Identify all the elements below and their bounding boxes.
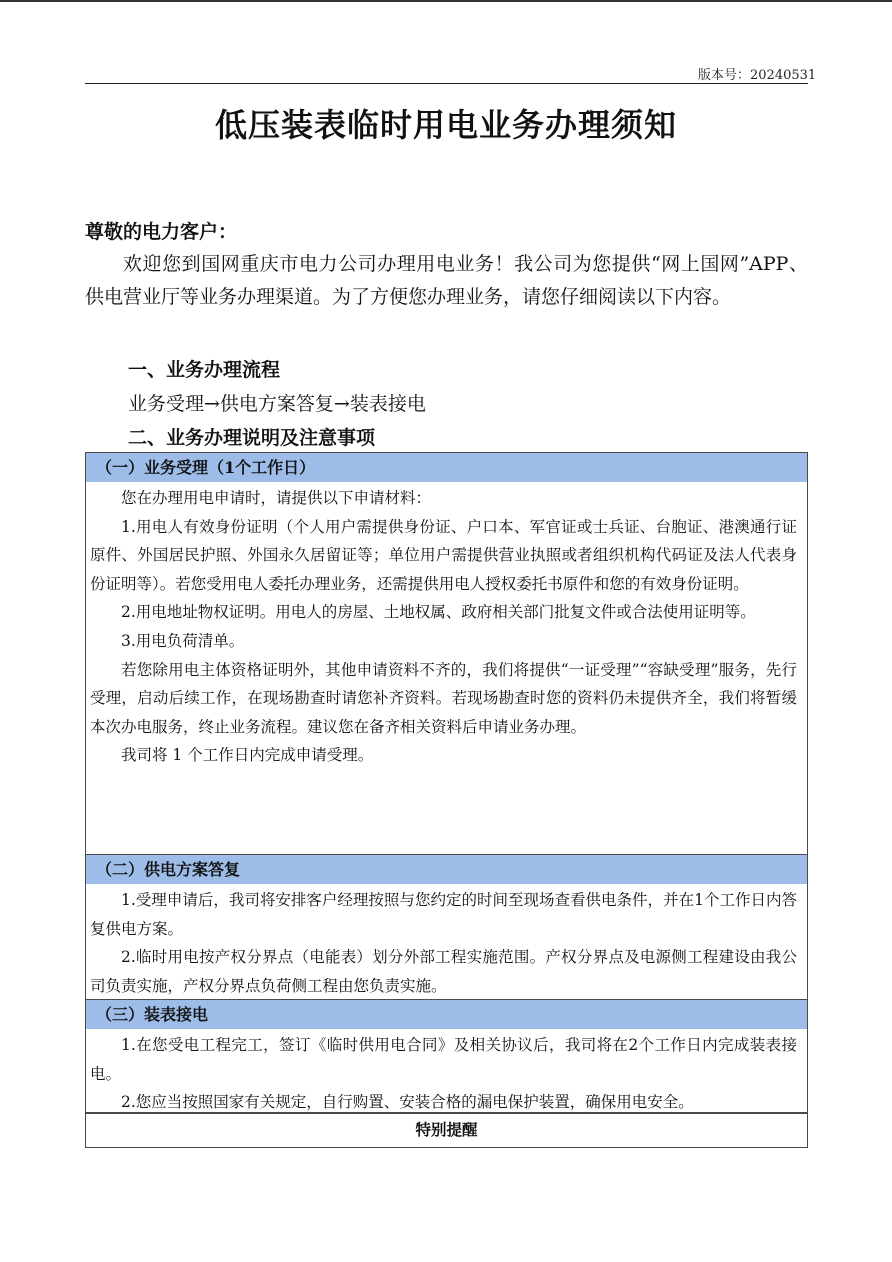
- block-paragraph: 2.用电地址物权证明。用电人的房屋、土地权属、政府相关部门批复文件或合法使用证明等。: [121, 603, 756, 622]
- block-paragraph: 您在办理用电申请时，请提供以下申请材料：: [121, 489, 432, 507]
- section-1-heading: 一、业务办理流程: [128, 359, 281, 381]
- block-meter-install: [85, 999, 808, 1114]
- block-paragraph: 1.受理申请后，我司将安排客户经理按照与您约定的时间至现场查看供电条件，并在1个工作日内答复供电方案。: [90, 891, 797, 938]
- intro-paragraph: 欢迎您到国网重庆市电力公司办理用电业务！我公司为您提供“网上国网”APP、供电营业厅等业务办理渠道。为了方便您办理业务，请您仔细阅读以下内容。: [85, 253, 808, 308]
- block-header: （二）供电方案答复: [86, 855, 807, 884]
- block-header: （三）装表接电: [86, 1000, 807, 1029]
- block-paragraph: 2.您应当按照国家有关规定，自行购置、安装合格的漏电保护装置，确保用电安全。: [121, 1093, 694, 1112]
- block-paragraph: 2.临时用电按产权分界点（电能表）划分外部工程实施范围。产权分界点及电源侧工程建设由我公司负责实施，产权分界点负荷侧工程由您负责实施。: [90, 948, 797, 995]
- block-content: [86, 1029, 807, 1117]
- block-paragraph: 1.用电人有效身份证明（个人用户需提供身份证、户口本、军官证或士兵证、台胞证、港澳通行证原件、外国居民护照、外国永久居留证等；单位用户需提供营业执照或者组织机构代码证及法人代表身份证明等）。若您受用电人委托办理业务，还需提供用电人授权委托书原件和您的有效身份证明。: [90, 517, 797, 593]
- block-paragraph: 1.在您受电工程完工，签订《临时供用电合同》及相关协议后，我司将在2个工作日内完成装表接电。: [90, 1036, 797, 1083]
- block-content: [86, 884, 807, 1000]
- greeting: 尊敬的电力客户：: [85, 221, 238, 243]
- special-reminder: 特别提醒: [85, 1112, 808, 1148]
- block-business-acceptance: [85, 452, 808, 856]
- page-title: 低压装表临时用电业务办理须知: [214, 106, 677, 144]
- block-supply-plan: [85, 854, 808, 1001]
- version-number: 版本号：20240531: [698, 68, 817, 83]
- block-content: [86, 482, 807, 770]
- block-header: （一）业务受理（1个工作日）: [86, 453, 807, 482]
- section-2-heading: 二、业务办理说明及注意事项: [128, 427, 376, 449]
- header-rule: [85, 83, 808, 84]
- block-paragraph: 我司将 1 个工作日内完成申请受理。: [121, 746, 374, 765]
- block-paragraph: 3.用电负荷清单。: [121, 631, 245, 650]
- block-paragraph: 若您除用电主体资格证明外，其他申请资料不齐的，我们将提供“一证受理”“容缺受理”服务，先行受理，启动后续工作，在现场勘查时请您补齐资料。若现场勘查时您的资料仍未提供齐全，我们将暂缓本次办电服务，终止业务流程。建议您在备齐相关资料后申请业务办理。: [90, 660, 797, 736]
- top-border: [0, 0, 892, 2]
- process-flow: 业务受理→供电方案答复→装表接电: [128, 393, 426, 415]
